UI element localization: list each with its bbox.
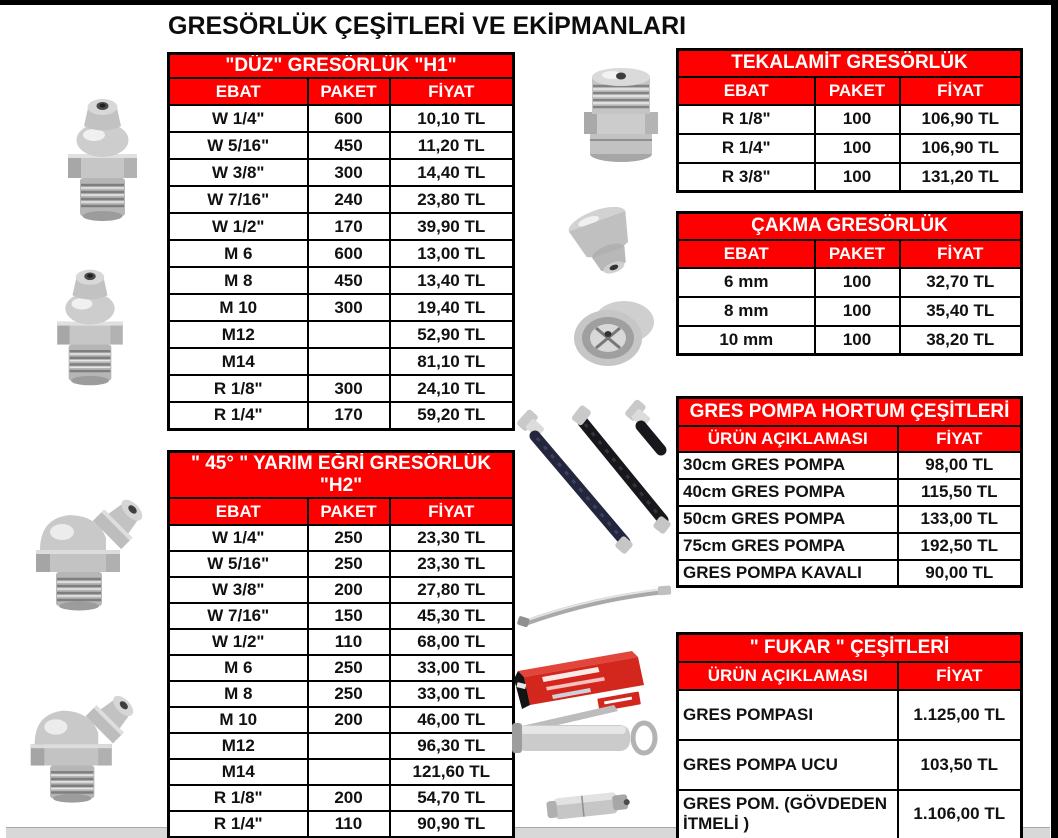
table-cell: M 6 — [169, 655, 308, 681]
table-cell: R 1/4" — [169, 402, 308, 429]
table-cell: 170 — [308, 213, 390, 240]
table-title-row — [169, 54, 514, 79]
tekalamit-gresorluk-table — [676, 48, 1023, 193]
table-title-row — [678, 213, 1022, 240]
table-row — [169, 811, 514, 837]
table-row — [169, 132, 514, 159]
table-cell: 10 mm — [678, 326, 815, 355]
table-row — [169, 733, 514, 759]
table-cell: 13,40 TL — [390, 267, 514, 294]
table-cell: 35,40 TL — [900, 297, 1022, 326]
table-cell: 45,30 TL — [390, 603, 514, 629]
table-cell: GRES POM. (GÖVDEDEN İTMELİ ) — [678, 790, 898, 838]
table-cell: 54,70 TL — [390, 785, 514, 811]
table-cell: 14,40 TL — [390, 159, 514, 186]
elbow-grease-nipple-icon — [20, 476, 150, 614]
table-cell: 10,10 TL — [390, 105, 514, 132]
table-cell: 250 — [308, 525, 390, 551]
grease-gun-photo — [512, 645, 662, 772]
table-cell: 450 — [308, 267, 390, 294]
table-cell: 100 — [815, 163, 900, 192]
table-cell: W 7/16" — [169, 603, 308, 629]
table-cell: M12 — [169, 733, 308, 759]
table-row — [169, 348, 514, 375]
table-row — [169, 681, 514, 707]
table-title: GRES POMPA HORTUM ÇEŞİTLERİ — [678, 398, 1022, 426]
table-cell: W 1/2" — [169, 213, 308, 240]
fukar-cesitleri-table — [676, 632, 1023, 838]
table-cell: 100 — [815, 105, 900, 134]
table-cell: 24,10 TL — [390, 375, 514, 402]
column-header: EBAT — [169, 498, 308, 525]
table-row — [678, 326, 1022, 355]
column-header: ÜRÜN AÇIKLAMASI — [678, 426, 898, 452]
table-row — [678, 134, 1022, 163]
grease-pump-hoses-photo — [513, 392, 673, 565]
table-cell: R 1/4" — [678, 134, 815, 163]
table-header-row — [678, 426, 1022, 452]
table-cell: 52,90 TL — [390, 321, 514, 348]
table-cell: W 5/16" — [169, 551, 308, 577]
table-cell: 33,00 TL — [390, 681, 514, 707]
elbow-grease-nipple-icon — [15, 673, 141, 806]
table-cell: 38,20 TL — [900, 326, 1022, 355]
column-header: FİYAT — [900, 240, 1022, 268]
table-cell — [308, 321, 390, 348]
cakma-gresorluk-table — [676, 211, 1023, 356]
table-row — [678, 268, 1022, 297]
table-cell: M 8 — [169, 267, 308, 294]
table-cell — [308, 733, 390, 759]
table-title: TEKALAMİT GRESÖRLÜK — [678, 50, 1022, 77]
table-cell: 300 — [308, 294, 390, 321]
table-cell: 90,90 TL — [390, 811, 514, 837]
table-row — [678, 297, 1022, 326]
table-cell: 100 — [815, 134, 900, 163]
grease-gun-icon — [512, 645, 662, 767]
tekalamit-fitting-photo — [576, 64, 666, 181]
table-cell: W 5/16" — [169, 132, 308, 159]
table-row — [169, 267, 514, 294]
table-cell: 192,50 TL — [898, 533, 1022, 560]
table-cell: 27,80 TL — [390, 577, 514, 603]
table-cell: 150 — [308, 603, 390, 629]
cakma-fitting-photo — [550, 198, 670, 383]
table-cell: W 3/8" — [169, 577, 308, 603]
table-cell: 23,30 TL — [390, 525, 514, 551]
table-title-row — [678, 50, 1022, 77]
table-row — [678, 452, 1022, 479]
table-cell: R 3/8" — [678, 163, 815, 192]
column-header: EBAT — [169, 78, 308, 105]
table-row — [169, 240, 514, 267]
table-cell: 450 — [308, 132, 390, 159]
table-cell: 250 — [308, 681, 390, 707]
column-header: FİYAT — [898, 426, 1022, 452]
table-cell: M 6 — [169, 240, 308, 267]
table-cell: 131,20 TL — [900, 163, 1022, 192]
table-cell: M12 — [169, 321, 308, 348]
drive-type-fitting-icon — [550, 198, 670, 378]
table-cell: 250 — [308, 655, 390, 681]
table-header-row — [678, 77, 1022, 105]
table-row — [678, 790, 1022, 838]
table-cell: 33,00 TL — [390, 655, 514, 681]
table-cell: 133,00 TL — [898, 506, 1022, 533]
table-title: " FUKAR " ÇEŞİTLERİ — [678, 634, 1022, 662]
table-row — [169, 629, 514, 655]
table-cell: 30cm GRES POMPA — [678, 452, 898, 479]
table-header-row — [169, 78, 514, 105]
straight-grease-nipple-photo-1 — [50, 92, 155, 232]
table-row — [169, 294, 514, 321]
page-right-edge — [1051, 0, 1058, 838]
table-cell: 106,90 TL — [900, 134, 1022, 163]
table-cell: M14 — [169, 759, 308, 785]
gres-pompa-hortum-table — [676, 396, 1023, 588]
table-cell: 50cm GRES POMPA — [678, 506, 898, 533]
table-cell: R 1/8" — [678, 105, 815, 134]
table-cell: W 7/16" — [169, 186, 308, 213]
table-cell — [308, 759, 390, 785]
table-row — [678, 690, 1022, 740]
table-row — [169, 655, 514, 681]
table-row — [169, 213, 514, 240]
table-row — [169, 186, 514, 213]
elbow-grease-nipple-photo-2 — [15, 673, 141, 811]
table-row — [169, 759, 514, 785]
table-row — [678, 163, 1022, 192]
table-cell: 98,00 TL — [898, 452, 1022, 479]
table-title-row — [678, 634, 1022, 662]
table-cell: 106,90 TL — [900, 105, 1022, 134]
grease-pump-tip-photo — [543, 781, 638, 838]
table-row — [169, 603, 514, 629]
table-cell: W 1/4" — [169, 525, 308, 551]
table-cell: 39,90 TL — [390, 213, 514, 240]
table-cell: 100 — [815, 326, 900, 355]
table-cell — [308, 348, 390, 375]
column-header: FİYAT — [390, 78, 514, 105]
column-header: EBAT — [678, 240, 815, 268]
table-cell: 32,70 TL — [900, 268, 1022, 297]
table-cell: 1.106,00 TL — [898, 790, 1022, 838]
column-header: FİYAT — [898, 662, 1022, 690]
column-header: PAKET — [308, 498, 390, 525]
column-header: PAKET — [815, 77, 900, 105]
column-header: PAKET — [308, 78, 390, 105]
table-cell: 11,20 TL — [390, 132, 514, 159]
table-cell: 103,50 TL — [898, 740, 1022, 790]
table-cell: 170 — [308, 402, 390, 429]
table-title: ÇAKMA GRESÖRLÜK — [678, 213, 1022, 240]
table-cell: M14 — [169, 348, 308, 375]
table-cell: 13,00 TL — [390, 240, 514, 267]
table-header-row — [678, 240, 1022, 268]
table-cell: 200 — [308, 577, 390, 603]
table-row — [169, 159, 514, 186]
straight-grease-nipple-icon — [50, 92, 155, 227]
table-cell: M 10 — [169, 294, 308, 321]
table-header-row — [678, 662, 1022, 690]
elbow-grease-nipple-photo-1 — [20, 476, 150, 619]
table-cell: 110 — [308, 629, 390, 655]
table-cell: 46,00 TL — [390, 707, 514, 733]
column-header: ÜRÜN AÇIKLAMASI — [678, 662, 898, 690]
grease-pump-tube-photo — [517, 577, 673, 637]
button-head-fitting-icon — [576, 64, 666, 176]
table-row — [169, 105, 514, 132]
table-row — [678, 560, 1022, 587]
table-cell: W 1/4" — [169, 105, 308, 132]
table-row — [678, 740, 1022, 790]
table-cell: 81,10 TL — [390, 348, 514, 375]
table-cell: 200 — [308, 707, 390, 733]
table-cell: 19,40 TL — [390, 294, 514, 321]
table-cell: 300 — [308, 375, 390, 402]
table-row — [678, 105, 1022, 134]
rigid-tube-icon — [517, 577, 673, 632]
table-cell: R 1/8" — [169, 785, 308, 811]
column-header: FİYAT — [900, 77, 1022, 105]
table-cell: 240 — [308, 186, 390, 213]
page-top-edge — [0, 0, 1058, 5]
column-header: FİYAT — [390, 498, 514, 525]
table-cell: 100 — [815, 268, 900, 297]
table-row — [169, 577, 514, 603]
column-header: EBAT — [678, 77, 815, 105]
table-title-row — [678, 398, 1022, 426]
yarim-egri-gresorluk-table — [167, 450, 515, 838]
table-title: " 45° " YARIM EĞRİ GRESÖRLÜK "H2" — [169, 452, 514, 499]
table-cell: 1.125,00 TL — [898, 690, 1022, 740]
table-cell: W 1/2" — [169, 629, 308, 655]
table-row — [169, 707, 514, 733]
table-title-row — [169, 452, 514, 499]
table-cell: 8 mm — [678, 297, 815, 326]
table-cell: 90,00 TL — [898, 560, 1022, 587]
table-cell: 115,50 TL — [898, 479, 1022, 506]
table-row — [169, 321, 514, 348]
table-cell: 250 — [308, 551, 390, 577]
table-row — [169, 402, 514, 429]
straight-grease-nipple-icon — [40, 263, 140, 391]
table-cell: 600 — [308, 105, 390, 132]
pump-tip-icon — [543, 781, 638, 833]
table-cell: 40cm GRES POMPA — [678, 479, 898, 506]
table-cell: 23,30 TL — [390, 551, 514, 577]
table-cell: 110 — [308, 811, 390, 837]
table-cell: 68,00 TL — [390, 629, 514, 655]
table-cell: 75cm GRES POMPA — [678, 533, 898, 560]
table-cell: GRES POMPA UCU — [678, 740, 898, 790]
page-title: GRESÖRLÜK ÇEŞİTLERİ VE EKİPMANLARI — [168, 12, 687, 40]
table-cell: 100 — [815, 297, 900, 326]
table-cell: 96,30 TL — [390, 733, 514, 759]
table-title: "DÜZ" GRESÖRLÜK "H1" — [169, 54, 514, 79]
table-cell: 200 — [308, 785, 390, 811]
straight-grease-nipple-photo-2 — [40, 263, 140, 396]
table-cell: 6 mm — [678, 268, 815, 297]
table-cell: GRES POMPA KAVALI — [678, 560, 898, 587]
table-row — [678, 533, 1022, 560]
table-cell: 59,20 TL — [390, 402, 514, 429]
hose-icon — [513, 392, 673, 560]
table-cell: R 1/4" — [169, 811, 308, 837]
table-row — [169, 785, 514, 811]
table-cell: 23,80 TL — [390, 186, 514, 213]
table-cell: M 10 — [169, 707, 308, 733]
table-cell: R 1/8" — [169, 375, 308, 402]
duz-gresorluk-table — [167, 52, 515, 431]
table-row — [169, 525, 514, 551]
table-cell: 121,60 TL — [390, 759, 514, 785]
table-cell: M 8 — [169, 681, 308, 707]
table-row — [678, 506, 1022, 533]
table-row — [169, 551, 514, 577]
table-cell: W 3/8" — [169, 159, 308, 186]
table-row — [169, 375, 514, 402]
table-cell: GRES POMPASI — [678, 690, 898, 740]
column-header: PAKET — [815, 240, 900, 268]
table-cell: 300 — [308, 159, 390, 186]
table-header-row — [169, 498, 514, 525]
table-row — [678, 479, 1022, 506]
table-cell: 600 — [308, 240, 390, 267]
